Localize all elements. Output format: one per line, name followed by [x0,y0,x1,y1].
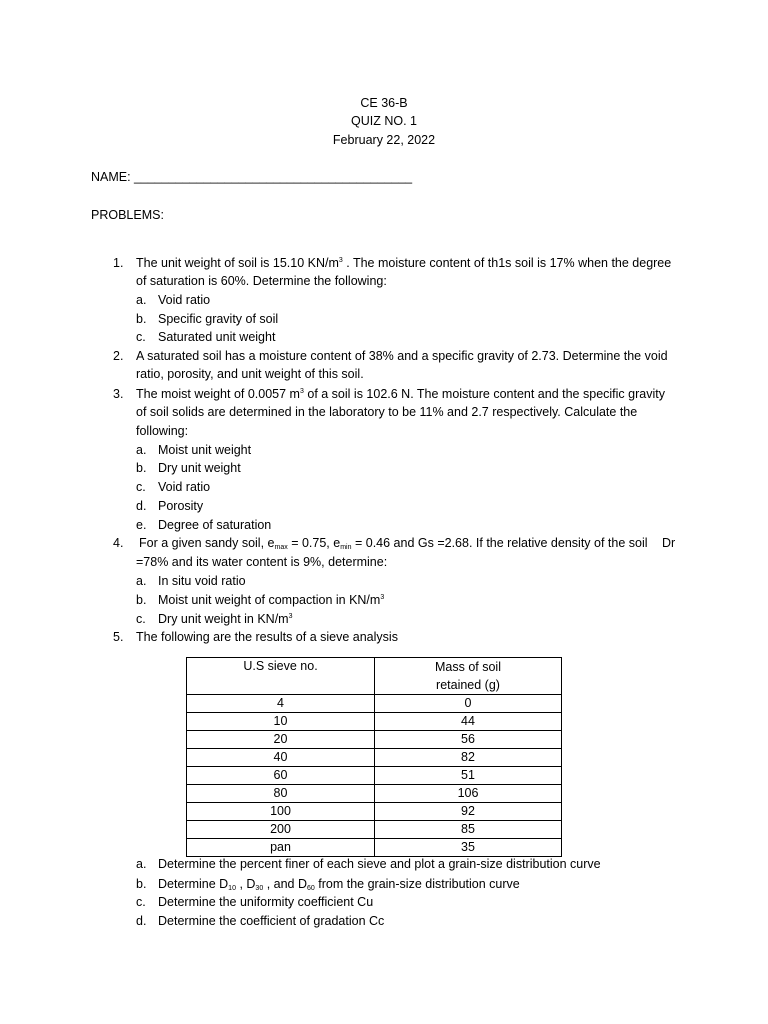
sieve-number-cell: 4 [187,695,375,713]
problem-3-line1: The moist weight of 0.0057 $m^3$ of a soil is 102.6 N. The moisture content and the specific gravity [136,387,665,401]
table-row [187,767,562,785]
problem-4-item-letter: c. [136,612,146,626]
problem-1-item: Void ratio [158,293,211,307]
problem-1-line2: of saturation is 60%. Determine the following: [136,274,387,288]
sieve-number-cell: pan [187,839,375,857]
problem-4-dr: Dr [662,536,676,550]
problem-4-number: 4. [113,536,124,550]
sieve-number-cell: 20 [187,731,375,749]
quiz-title: QUIZ NO. 1 [351,114,417,128]
table-row [187,731,562,749]
problem-3-item-letter: e. [136,518,147,532]
mass-retained-cell: 44 [375,713,562,731]
problem-1-item-letter: b. [136,312,147,326]
problem-3-item-letter: a. [136,443,147,457]
problem-5-item-letter: a. [136,857,147,871]
mass-retained-cell: 82 [375,749,562,767]
problem-5-item-letter: c. [136,895,146,909]
problem-5-item: Determine the percent finer of each sieve and plot a grain-size distribution curve [158,857,601,871]
name-line: NAME: ________________________________________ [91,170,413,184]
table-row [187,695,562,713]
problem-3-item-letter: b. [136,461,147,475]
problem-4-line1: For a given sandy soil, $e_{max} = 0.75$, $e_{min} = 0.46$ and Gs =2.68. If the relative density of the soil [139,536,648,551]
problem-3-line2: of soil solids are determined in the laboratory to be 11% and 2.7 respectively. Calculate the [136,405,638,419]
problem-4-item: In situ void ratio [158,574,246,588]
problem-5-line1: The following are the results of a sieve analysis [136,630,398,644]
problem-5-item-letter: b. [136,877,147,891]
problem-2-line2: ratio, porosity, and unit weight of this soil. [136,367,364,381]
mass-retained-cell: 0 [375,695,562,713]
problem-5-number: 5. [113,630,124,644]
column-header-mass: Mass of soil retained (g) [375,658,562,695]
mass-retained-cell: 92 [375,803,562,821]
problem-3-item: Void ratio [158,480,211,494]
problem-1-number: 1. [113,256,124,270]
table-row [187,749,562,767]
sieve-number-cell: 40 [187,749,375,767]
problem-3-item-letter: d. [136,499,147,513]
sieve-number-cell: 100 [187,803,375,821]
mass-retained-cell: 35 [375,839,562,857]
problem-1-item-letter: c. [136,330,146,344]
problem-3-item: Dry unit weight [158,461,241,475]
problem-3-item: Porosity [158,499,204,513]
problem-2-line1: A saturated soil has a moisture content of 38% and a specific gravity of 2.73. Determine the void [136,349,668,363]
problem-3-item: Moist unit weight [158,443,252,457]
problem-3-item-letter: c. [136,480,146,494]
quiz-date: February 22, 2022 [332,133,436,147]
mass-retained-cell: 106 [375,785,562,803]
problem-5-item: Determine the uniformity coefficient Cu [158,895,374,909]
problem-1-item: Specific gravity of soil [158,312,279,326]
sieve-analysis-table [186,657,562,857]
course-code: CE 36-B [360,96,408,110]
problem-1-line1: The unit weight of soil is 15.10 $KN/m^3$ . The moisture content of th1s soil is 17% when the degree [136,256,672,270]
problem-5-item: Determine the coefficient of gradation Cc [158,914,385,928]
table-header-row [187,658,562,695]
problem-3-number: 3. [113,387,124,401]
problem-4-item-letter: a. [136,574,147,588]
problem-4-item: Moist unit weight of compaction in $KN/m^3$ [158,593,385,607]
problems-heading: PROBLEMS: [91,208,164,222]
problem-1-item: Saturated unit weight [158,330,276,344]
problem-4-line2: =78% and its water content is 9%, determine: [136,555,388,569]
problem-5-item: Determine $D_{10}$ , $D_{30}$ , and $D_{60}$ from the grain-size distribution curve [158,877,520,892]
problem-3-item: Degree of saturation [158,518,272,532]
table-row [187,803,562,821]
mass-retained-cell: 85 [375,821,562,839]
problem-1-item-letter: a. [136,293,147,307]
sieve-number-cell: 60 [187,767,375,785]
problem-2-number: 2. [113,349,124,363]
column-header-sieve: U.S sieve no. [187,658,375,695]
sieve-number-cell: 80 [187,785,375,803]
sieve-number-cell: 10 [187,713,375,731]
table-row [187,713,562,731]
mass-retained-cell: 51 [375,767,562,785]
table-row [187,821,562,839]
problem-5-item-letter: d. [136,914,147,928]
problem-4-item: Dry unit weight in $KN/m^3$ [158,612,293,626]
table-row [187,839,562,857]
sieve-number-cell: 200 [187,821,375,839]
problem-4-item-letter: b. [136,593,147,607]
mass-retained-cell: 56 [375,731,562,749]
table-row [187,785,562,803]
problem-3-line3: following: [136,424,189,438]
